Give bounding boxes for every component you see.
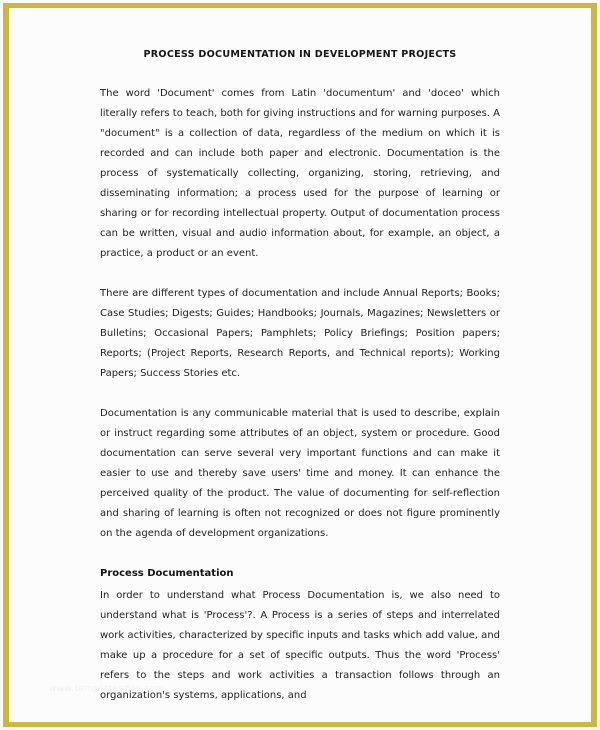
paragraph-definition: The word 'Document' comes from Latin 'documentum' and 'doceo' which literally refers to teach, both for giving instructions and for warning purposes. A "document" is a collection of data, regardless of the medium on which it is recorded and can include both paper and electronic. Documentation is the process of systematically collecting, organizing, storing, retrieving, and disseminating information; a process used for the purpose of learning or sharing or for recording intellectual property. Output of documentation process can be written, visual and audio information about, for example, an object, a practice, a product or an event. [100,88,500,259]
border-band-left [3,3,9,727]
document-body [100,48,500,706]
watermark-text: www.templatesdoc.com [49,684,165,694]
paragraph-purpose: Documentation is any communicable material that is used to describe, explain or instruct regarding some attributes of an object, system or procedure. Good documentation can serve several very important functions and can make it easier to use and thereby save users' time and money. It can enhance the perceived quality of the product. The value of documenting for self-reflection and sharing of learning is often not recognized or does not figure prominently on the agenda of development organizations. [100,408,500,539]
border-band-top [3,3,597,8]
page-title: PROCESS DOCUMENTATION IN DEVELOPMENT PROJECTS [143,49,457,60]
border-band-bottom [3,722,597,727]
section-heading-process-documentation: Process Documentation [100,568,234,579]
page-sheet [11,10,589,720]
border-band-right [591,3,597,727]
paragraph-process-definition: In order to understand what Process Documentation is, we also need to understand what is 'Process'?. A Process is a series of steps and interrelated work activities, characterized by specific inputs and tasks which add value, and make up a procedure for a set of specific outputs. Thus the word 'Process' refers to the steps and work activities a transaction follows through an organization's systems, applications, and [100,590,500,701]
paragraph-types: There are different types of documentation and include Annual Reports; Books; Case Studies; Digests; Guides; Handbooks; Journals, Magazines; Newsletters or Bulletins; Occasional Papers; Pamphlets; Policy Briefings; Position papers; Reports; (Project Reports, Research Reports, and Technical reports); Working Papers; Success Stories etc. [100,288,500,379]
